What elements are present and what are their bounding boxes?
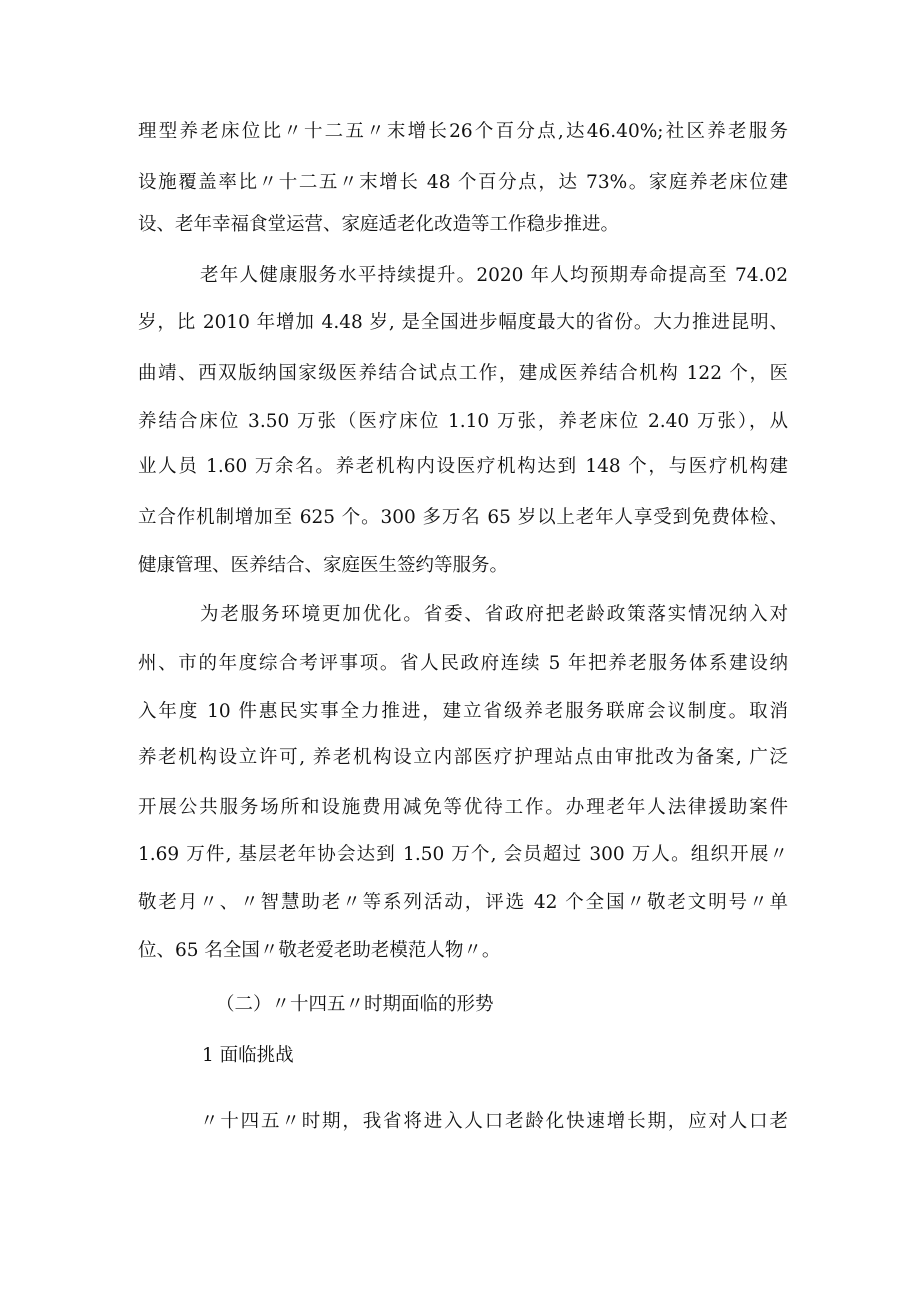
paragraph-1-line-3: 设、老年幸福食堂运营、家庭适老化改造等工作稳步推进。 <box>138 214 620 235</box>
paragraph-2-line-3: 曲靖、西双版纳国家级医养结合试点工作，建成医养结合机构 122 个，医 <box>138 363 788 384</box>
paragraph-3-line-3: 入年度 10 件惠民实事全力推进，建立省级养老服务联席会议制度。取消 <box>138 701 788 722</box>
subsection-heading: 1 面临挑战 <box>202 1045 294 1066</box>
paragraph-3-line-2: 州、市的年度综合考评事项。省人民政府连续 5 年把养老服务体系建设纳 <box>138 653 788 674</box>
paragraph-3-line-8: 位、65 名全国〃敬老爱老助老模范人物〃。 <box>138 940 501 961</box>
paragraph-3-line-6: 1.69 万件, 基层老年协会达到 1.50 万个, 会员超过 300 万人。组织开展〃 <box>138 844 788 865</box>
paragraph-3-line-4: 养老机构设立许可, 养老机构设立内部医疗护理站点由审批改为备案, 广泛 <box>138 747 788 768</box>
paragraph-2-line-6: 立合作机制增加至 625 个。300 多万名 65 岁以上老年人享受到免费体检、 <box>138 507 788 528</box>
paragraph-1-line-1: 理型养老床位比〃十二五〃末增长26个百分点,达46.40%;社区养老服务 <box>138 121 788 142</box>
paragraph-4-line-1: 〃十四五〃时期，我省将进入人口老龄化快速增长期，应对人口老 <box>200 1111 788 1132</box>
paragraph-3-line-5: 开展公共服务场所和设施费用减免等优待工作。办理老年人法律援助案件 <box>138 797 788 818</box>
paragraph-3-line-1: 为老服务环境更加优化。省委、省政府把老龄政策落实情况纳入对 <box>200 604 788 625</box>
paragraph-2-line-2: 岁，比 2010 年增加 4.48 岁, 是全国进步幅度最大的省份。大力推进昆明、 <box>138 312 788 333</box>
paragraph-3-line-7: 敬老月〃、〃智慧助老〃等系列活动，评选 42 个全国〃敬老文明号〃单 <box>138 892 788 913</box>
paragraph-1-line-2: 设施覆盖率比〃十二五〃末增长 48 个百分点，达 73%。家庭养老床位建 <box>138 172 788 193</box>
paragraph-2-line-5: 业人员 1.60 万余名。养老机构内设医疗机构达到 148 个，与医疗机构建 <box>138 456 788 477</box>
paragraph-2-line-4: 养结合床位 3.50 万张（医疗床位 1.10 万张，养老床位 2.40 万张），从 <box>138 411 788 432</box>
paragraph-2-line-1: 老年人健康服务水平持续提升。2020 年人均预期寿命提高至 74.02 <box>200 265 788 286</box>
paragraph-2-line-7: 健康管理、医养结合、家庭医生签约等服务。 <box>138 555 509 576</box>
section-heading: （二）〃十四五〃时期面临的形势 <box>216 994 494 1015</box>
